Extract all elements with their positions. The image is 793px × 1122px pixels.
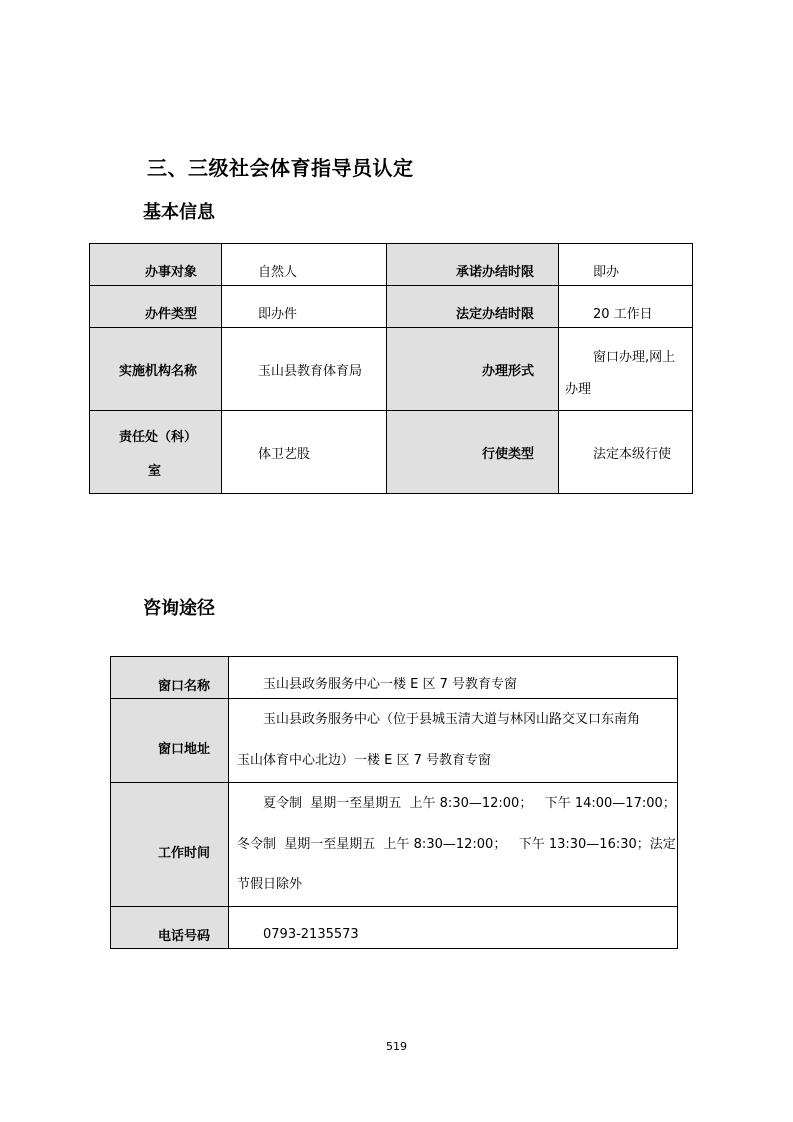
exercise-type-label: 行使类型 [387,411,559,494]
table-row [90,286,693,328]
service-object-label: 办事对象 [90,244,222,286]
implementing-agency-label: 实施机构名称 [90,328,222,411]
phone-number-line: 0793-2135573 [263,926,359,942]
handling-method-line2: 办理 [565,382,592,397]
window-name-line: 玉山县政务服务中心一楼 E 区 7 号教育专窗 [263,676,518,692]
consultation-table [110,656,678,949]
working-hours-line2: 冬令制 星期一至星期五 上午 8:30—12:00； 下午 13:30—16:30；法定 [237,836,676,852]
promised-time-limit-value: 即办 [559,244,693,286]
window-name-value [229,657,678,699]
table-row [111,657,678,699]
promised-time-limit-label: 承诺办结时限 [387,244,559,286]
case-type-label: 办件类型 [90,286,222,328]
table-row [90,411,693,494]
phone-number-label: 电话号码 [111,907,229,949]
responsible-office-label [90,411,222,494]
table-row [111,783,678,907]
responsible-office-line2: 室 [147,464,161,479]
phone-number-value [229,907,678,949]
basic-info-heading: 基本信息 [143,202,215,223]
working-hours-line3: 节假日除外 [237,877,303,893]
table-row [90,328,693,411]
legal-time-limit-value: 20 工作日 [559,286,693,328]
window-name-label: 窗口名称 [111,657,229,699]
exercise-type-value: 法定本级行使 [559,411,693,494]
page-title: 三、三级社会体育指导员认定 [147,156,414,180]
window-address-line1: 玉山县政务服务中心（位于县城玉清大道与林冈山路交叉口东南角 [263,712,641,728]
handling-method-value [559,328,693,411]
service-object-value: 自然人 [222,244,387,286]
basic-info-table [89,243,693,494]
handling-method-label: 办理形式 [387,328,559,411]
working-hours-value [229,783,678,907]
window-address-value [229,699,678,783]
window-address-label: 窗口地址 [111,699,229,783]
table-row [90,244,693,286]
table-row [111,907,678,949]
window-address-line2: 玉山体育中心北边）一楼 E 区 7 号教育专窗 [237,753,492,768]
legal-time-limit-label: 法定办结时限 [387,286,559,328]
case-type-value: 即办件 [222,286,387,328]
page-number: 519 [386,1040,407,1053]
consultation-heading: 咨询途径 [143,598,215,619]
table-row [111,699,678,783]
working-hours-line1: 夏令制 星期一至星期五 上午 8:30—12:00； 下午 14:00—17:00； [263,796,676,812]
implementing-agency-value: 玉山县教育体育局 [222,328,387,411]
responsible-office-value: 体卫艺股 [222,411,387,494]
responsible-office-line1: 责任处（科） [118,430,197,446]
working-hours-label: 工作时间 [111,783,229,907]
handling-method-line1: 窗口办理,网上 [593,350,676,366]
